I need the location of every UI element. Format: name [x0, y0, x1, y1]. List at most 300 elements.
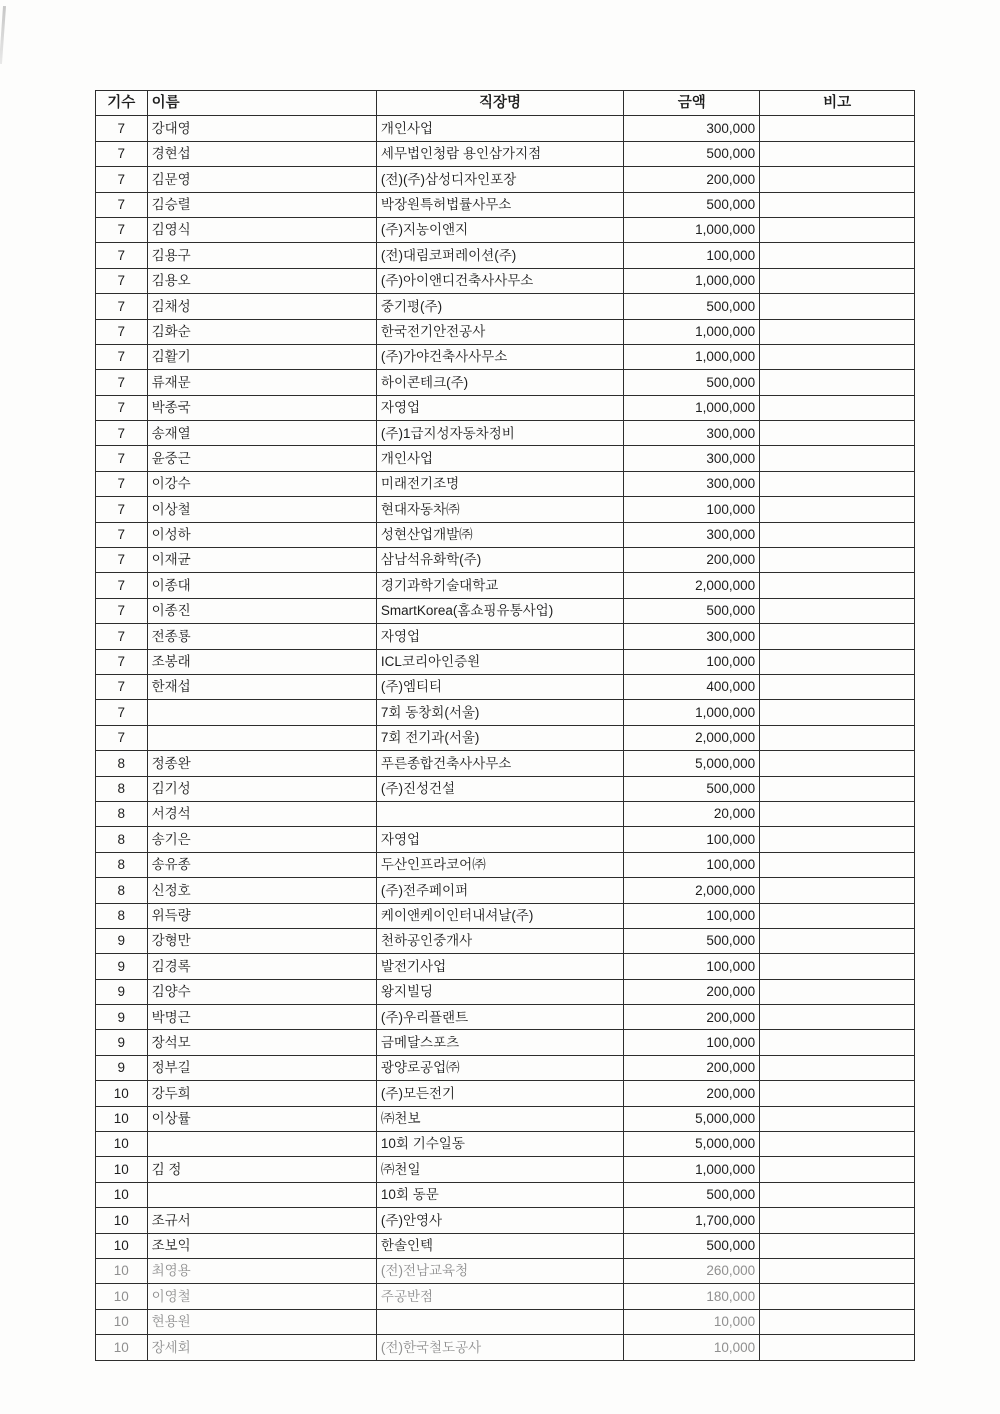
amount-cell: 300,000: [624, 522, 760, 547]
name-cell: [147, 1132, 376, 1157]
column-header-amount: 금액: [624, 91, 760, 116]
amount-cell: 180,000: [624, 1284, 760, 1309]
workplace-cell: ㈜천일: [376, 1157, 623, 1182]
workplace-cell: 푸른종합건축사사무소: [376, 751, 623, 776]
scan-edge-artifact: [0, 6, 6, 64]
amount-cell: 100,000: [624, 649, 760, 674]
note-cell: [760, 294, 915, 319]
amount-cell: 1,000,000: [624, 217, 760, 242]
note-cell: [760, 1030, 915, 1055]
note-cell: [760, 116, 915, 141]
workplace-cell: (주)엠티티: [376, 674, 623, 699]
gisu-cell: 10: [96, 1309, 148, 1334]
name-cell: 김문영: [147, 167, 376, 192]
gisu-cell: 9: [96, 979, 148, 1004]
name-cell: 조규서: [147, 1208, 376, 1233]
gisu-cell: 7: [96, 700, 148, 725]
table-header-row: [96, 91, 915, 116]
table-row: [96, 497, 915, 522]
amount-cell: 20,000: [624, 801, 760, 826]
table-row: [96, 548, 915, 573]
note-cell: [760, 725, 915, 750]
gisu-cell: 10: [96, 1157, 148, 1182]
amount-cell: 10,000: [624, 1309, 760, 1334]
column-header-name: 이름: [147, 91, 376, 116]
name-cell: 송기은: [147, 827, 376, 852]
table-row: [96, 1335, 915, 1360]
workplace-cell: (주)아이앤디건축사사무소: [376, 268, 623, 293]
amount-cell: 2,000,000: [624, 878, 760, 903]
workplace-cell: (주)우리플랜트: [376, 1005, 623, 1030]
table-row: [96, 801, 915, 826]
name-cell: 윤중근: [147, 446, 376, 471]
workplace-cell: 금메달스포츠: [376, 1030, 623, 1055]
note-cell: [760, 954, 915, 979]
amount-cell: 300,000: [624, 421, 760, 446]
gisu-cell: 7: [96, 141, 148, 166]
gisu-cell: 10: [96, 1132, 148, 1157]
gisu-cell: 10: [96, 1182, 148, 1207]
amount-cell: 200,000: [624, 1081, 760, 1106]
workplace-cell: 현대자동차㈜: [376, 497, 623, 522]
amount-cell: 1,000,000: [624, 700, 760, 725]
table-row: [96, 598, 915, 623]
name-cell: 이종대: [147, 573, 376, 598]
gisu-cell: 8: [96, 751, 148, 776]
name-cell: 신정호: [147, 878, 376, 903]
name-cell: 김승렬: [147, 192, 376, 217]
note-cell: [760, 395, 915, 420]
table-row: [96, 141, 915, 166]
note-cell: [760, 167, 915, 192]
note-cell: [760, 1182, 915, 1207]
gisu-cell: 8: [96, 827, 148, 852]
gisu-cell: 9: [96, 1055, 148, 1080]
table-row: [96, 674, 915, 699]
note-cell: [760, 446, 915, 471]
amount-cell: 2,000,000: [624, 573, 760, 598]
gisu-cell: 7: [96, 674, 148, 699]
gisu-cell: 7: [96, 243, 148, 268]
note-cell: [760, 878, 915, 903]
table-row: [96, 446, 915, 471]
gisu-cell: 7: [96, 522, 148, 547]
workplace-cell: 경기과학기술대학교: [376, 573, 623, 598]
gisu-cell: 7: [96, 624, 148, 649]
note-cell: [760, 548, 915, 573]
note-cell: [760, 801, 915, 826]
name-cell: 위득량: [147, 903, 376, 928]
amount-cell: 300,000: [624, 446, 760, 471]
table-row: [96, 268, 915, 293]
workplace-cell: 미래전기조명: [376, 471, 623, 496]
table-row: [96, 1106, 915, 1131]
name-cell: 이성하: [147, 522, 376, 547]
gisu-cell: 10: [96, 1081, 148, 1106]
name-cell: 조보익: [147, 1233, 376, 1258]
amount-cell: 500,000: [624, 776, 760, 801]
table-row: [96, 700, 915, 725]
amount-cell: 500,000: [624, 598, 760, 623]
amount-cell: 200,000: [624, 1055, 760, 1080]
column-header-gisu: 기수: [96, 91, 148, 116]
table-row: [96, 725, 915, 750]
table-row: [96, 1081, 915, 1106]
table-row: [96, 1157, 915, 1182]
name-cell: 송재열: [147, 421, 376, 446]
note-cell: [760, 1106, 915, 1131]
amount-cell: 100,000: [624, 954, 760, 979]
note-cell: [760, 573, 915, 598]
note-cell: [760, 1208, 915, 1233]
gisu-cell: 7: [96, 192, 148, 217]
name-cell: 한재섭: [147, 674, 376, 699]
note-cell: [760, 979, 915, 1004]
name-cell: 이상철: [147, 497, 376, 522]
workplace-cell: 하이콘테크(주): [376, 370, 623, 395]
table-row: [96, 217, 915, 242]
amount-cell: 500,000: [624, 370, 760, 395]
amount-cell: 200,000: [624, 979, 760, 1004]
workplace-cell: (전)한국철도공사: [376, 1335, 623, 1360]
table-row: [96, 319, 915, 344]
name-cell: [147, 700, 376, 725]
column-header-workplace: 직장명: [376, 91, 623, 116]
amount-cell: 5,000,000: [624, 1132, 760, 1157]
workplace-cell: 주공반점: [376, 1284, 623, 1309]
name-cell: 박명근: [147, 1005, 376, 1030]
table-row: [96, 624, 915, 649]
note-cell: [760, 192, 915, 217]
gisu-cell: 8: [96, 903, 148, 928]
name-cell: [147, 1182, 376, 1207]
table-row: [96, 1055, 915, 1080]
amount-cell: 1,000,000: [624, 319, 760, 344]
note-cell: [760, 776, 915, 801]
amount-cell: 400,000: [624, 674, 760, 699]
workplace-cell: 10회 동문: [376, 1182, 623, 1207]
table-row: [96, 1030, 915, 1055]
note-cell: [760, 522, 915, 547]
gisu-cell: 10: [96, 1335, 148, 1360]
name-cell: 최영용: [147, 1258, 376, 1283]
note-cell: [760, 243, 915, 268]
gisu-cell: 7: [96, 598, 148, 623]
workplace-cell: (주)모든전기: [376, 1081, 623, 1106]
name-cell: 이재균: [147, 548, 376, 573]
name-cell: 조봉래: [147, 649, 376, 674]
table-row: [96, 573, 915, 598]
gisu-cell: 9: [96, 954, 148, 979]
table-row: [96, 979, 915, 1004]
workplace-cell: 광양로공업㈜: [376, 1055, 623, 1080]
gisu-cell: 7: [96, 573, 148, 598]
amount-cell: 500,000: [624, 1182, 760, 1207]
gisu-cell: 7: [96, 370, 148, 395]
table-row: [96, 878, 915, 903]
note-cell: [760, 624, 915, 649]
note-cell: [760, 903, 915, 928]
gisu-cell: 7: [96, 421, 148, 446]
table-row: [96, 751, 915, 776]
amount-cell: 2,000,000: [624, 725, 760, 750]
note-cell: [760, 674, 915, 699]
amount-cell: 500,000: [624, 294, 760, 319]
name-cell: 정부길: [147, 1055, 376, 1080]
note-cell: [760, 700, 915, 725]
workplace-cell: 발전기사업: [376, 954, 623, 979]
note-cell: [760, 268, 915, 293]
note-cell: [760, 1284, 915, 1309]
table-row: [96, 1284, 915, 1309]
workplace-cell: (주)진성건설: [376, 776, 623, 801]
table-row: [96, 1132, 915, 1157]
name-cell: 김용오: [147, 268, 376, 293]
note-cell: [760, 471, 915, 496]
note-cell: [760, 751, 915, 776]
name-cell: 정종완: [147, 751, 376, 776]
name-cell: 서경석: [147, 801, 376, 826]
gisu-cell: 7: [96, 649, 148, 674]
amount-cell: 1,700,000: [624, 1208, 760, 1233]
note-cell: [760, 852, 915, 877]
table-row: [96, 421, 915, 446]
gisu-cell: 8: [96, 878, 148, 903]
amount-cell: 1,000,000: [624, 268, 760, 293]
name-cell: 박종국: [147, 395, 376, 420]
amount-cell: 100,000: [624, 497, 760, 522]
amount-cell: 100,000: [624, 1030, 760, 1055]
amount-cell: 500,000: [624, 1233, 760, 1258]
workplace-cell: SmartKorea(홈쇼핑유통사업): [376, 598, 623, 623]
table-body: [96, 116, 915, 1360]
note-cell: [760, 598, 915, 623]
workplace-cell: 왕지빌딩: [376, 979, 623, 1004]
name-cell: 김화순: [147, 319, 376, 344]
table-row: [96, 395, 915, 420]
name-cell: 김활기: [147, 344, 376, 369]
amount-cell: 1,000,000: [624, 344, 760, 369]
gisu-cell: 7: [96, 471, 148, 496]
name-cell: 김 정: [147, 1157, 376, 1182]
workplace-cell: 10회 기수일동: [376, 1132, 623, 1157]
table-row: [96, 827, 915, 852]
table-row: [96, 852, 915, 877]
workplace-cell: 7회 전기과(서울): [376, 725, 623, 750]
workplace-cell: 한솔인텍: [376, 1233, 623, 1258]
amount-cell: 200,000: [624, 1005, 760, 1030]
note-cell: [760, 344, 915, 369]
note-cell: [760, 1157, 915, 1182]
workplace-cell: (주)1급지성자동차정비: [376, 421, 623, 446]
gisu-cell: 7: [96, 319, 148, 344]
gisu-cell: 7: [96, 395, 148, 420]
gisu-cell: 8: [96, 776, 148, 801]
name-cell: 김기성: [147, 776, 376, 801]
note-cell: [760, 1081, 915, 1106]
note-cell: [760, 421, 915, 446]
gisu-cell: 7: [96, 294, 148, 319]
column-header-note: 비고: [760, 91, 915, 116]
note-cell: [760, 141, 915, 166]
table-row: [96, 294, 915, 319]
table-row: [96, 903, 915, 928]
name-cell: 전종룡: [147, 624, 376, 649]
table-row: [96, 370, 915, 395]
table-row: [96, 1005, 915, 1030]
note-cell: [760, 1335, 915, 1360]
gisu-cell: 7: [96, 548, 148, 573]
note-cell: [760, 1233, 915, 1258]
note-cell: [760, 827, 915, 852]
name-cell: 김양수: [147, 979, 376, 1004]
gisu-cell: 7: [96, 497, 148, 522]
workplace-cell: (전)(주)삼성디자인포장: [376, 167, 623, 192]
amount-cell: 5,000,000: [624, 1106, 760, 1131]
note-cell: [760, 497, 915, 522]
donation-roster-table: [95, 90, 915, 1361]
gisu-cell: 7: [96, 217, 148, 242]
amount-cell: 100,000: [624, 827, 760, 852]
workplace-cell: [376, 801, 623, 826]
note-cell: [760, 370, 915, 395]
workplace-cell: 자영업: [376, 624, 623, 649]
workplace-cell: 한국전기안전공사: [376, 319, 623, 344]
workplace-cell: 자영업: [376, 827, 623, 852]
gisu-cell: 9: [96, 1030, 148, 1055]
gisu-cell: 8: [96, 801, 148, 826]
workplace-cell: 7회 동창회(서울): [376, 700, 623, 725]
gisu-cell: 7: [96, 116, 148, 141]
name-cell: 이영철: [147, 1284, 376, 1309]
table-row: [96, 471, 915, 496]
workplace-cell: 두산인프라코어㈜: [376, 852, 623, 877]
workplace-cell: 자영업: [376, 395, 623, 420]
workplace-cell: 중기평(주): [376, 294, 623, 319]
gisu-cell: 10: [96, 1258, 148, 1283]
workplace-cell: 개인사업: [376, 446, 623, 471]
table-row: [96, 954, 915, 979]
name-cell: 장세회: [147, 1335, 376, 1360]
table-row: [96, 344, 915, 369]
amount-cell: 100,000: [624, 852, 760, 877]
gisu-cell: 7: [96, 725, 148, 750]
name-cell: 강대영: [147, 116, 376, 141]
amount-cell: 100,000: [624, 243, 760, 268]
amount-cell: 5,000,000: [624, 751, 760, 776]
table-row: [96, 649, 915, 674]
table-row: [96, 116, 915, 141]
amount-cell: 1,000,000: [624, 395, 760, 420]
gisu-cell: 9: [96, 928, 148, 953]
table-row: [96, 928, 915, 953]
workplace-cell: (전)전남교육청: [376, 1258, 623, 1283]
gisu-cell: 10: [96, 1106, 148, 1131]
amount-cell: 300,000: [624, 471, 760, 496]
note-cell: [760, 1258, 915, 1283]
gisu-cell: 7: [96, 446, 148, 471]
name-cell: 이종진: [147, 598, 376, 623]
workplace-cell: ICL코리아인증원: [376, 649, 623, 674]
workplace-cell: ㈜천보: [376, 1106, 623, 1131]
amount-cell: 200,000: [624, 548, 760, 573]
name-cell: 김영식: [147, 217, 376, 242]
table-row: [96, 167, 915, 192]
table-row: [96, 776, 915, 801]
name-cell: 이강수: [147, 471, 376, 496]
table-row: [96, 1309, 915, 1334]
workplace-cell: (전)대림코퍼레이션(주): [376, 243, 623, 268]
workplace-cell: 박장원특허법률사무소: [376, 192, 623, 217]
gisu-cell: 7: [96, 344, 148, 369]
table-row: [96, 522, 915, 547]
name-cell: 송유종: [147, 852, 376, 877]
gisu-cell: 8: [96, 852, 148, 877]
workplace-cell: 성현산업개발㈜: [376, 522, 623, 547]
name-cell: 류재문: [147, 370, 376, 395]
workplace-cell: [376, 1309, 623, 1334]
note-cell: [760, 928, 915, 953]
name-cell: 강두희: [147, 1081, 376, 1106]
name-cell: 이상률: [147, 1106, 376, 1131]
workplace-cell: 삼남석유화학(주): [376, 548, 623, 573]
amount-cell: 10,000: [624, 1335, 760, 1360]
workplace-cell: 세무법인청람 용인삼가지점: [376, 141, 623, 166]
amount-cell: 500,000: [624, 192, 760, 217]
gisu-cell: 7: [96, 268, 148, 293]
workplace-cell: 케이앤케이인터내셔날(주): [376, 903, 623, 928]
amount-cell: 200,000: [624, 167, 760, 192]
table-row: [96, 192, 915, 217]
workplace-cell: 천하공인중개사: [376, 928, 623, 953]
workplace-cell: (주)지농이앤지: [376, 217, 623, 242]
amount-cell: 300,000: [624, 624, 760, 649]
note-cell: [760, 217, 915, 242]
amount-cell: 100,000: [624, 903, 760, 928]
workplace-cell: 개인사업: [376, 116, 623, 141]
note-cell: [760, 319, 915, 344]
table-row: [96, 1182, 915, 1207]
note-cell: [760, 1055, 915, 1080]
note-cell: [760, 1132, 915, 1157]
amount-cell: 500,000: [624, 141, 760, 166]
name-cell: 김용구: [147, 243, 376, 268]
name-cell: 강형만: [147, 928, 376, 953]
name-cell: 경현섭: [147, 141, 376, 166]
table-row: [96, 1258, 915, 1283]
amount-cell: 500,000: [624, 928, 760, 953]
amount-cell: 1,000,000: [624, 1157, 760, 1182]
note-cell: [760, 649, 915, 674]
gisu-cell: 7: [96, 167, 148, 192]
name-cell: 현용원: [147, 1309, 376, 1334]
note-cell: [760, 1005, 915, 1030]
note-cell: [760, 1309, 915, 1334]
table-row: [96, 1208, 915, 1233]
name-cell: 김채성: [147, 294, 376, 319]
name-cell: 장석모: [147, 1030, 376, 1055]
table-row: [96, 1233, 915, 1258]
workplace-cell: (주)안영사: [376, 1208, 623, 1233]
table-row: [96, 243, 915, 268]
amount-cell: 260,000: [624, 1258, 760, 1283]
gisu-cell: 10: [96, 1233, 148, 1258]
amount-cell: 300,000: [624, 116, 760, 141]
name-cell: [147, 725, 376, 750]
gisu-cell: 10: [96, 1208, 148, 1233]
gisu-cell: 9: [96, 1005, 148, 1030]
workplace-cell: (주)가야건축사사무소: [376, 344, 623, 369]
